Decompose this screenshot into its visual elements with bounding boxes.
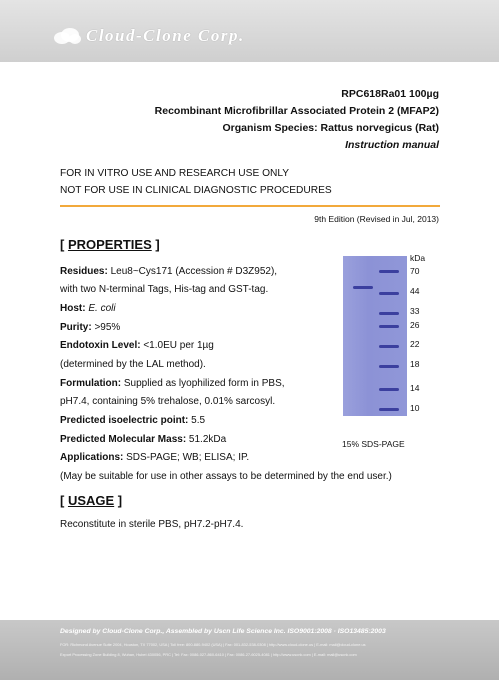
endotoxin-continued: (determined by the LAL method). <box>60 359 206 370</box>
formulation-line: Formulation: Supplied as lyophilized form in PBS, <box>60 378 285 389</box>
ladder-band <box>379 325 399 328</box>
ladder-band <box>379 365 399 368</box>
ladder-band <box>379 270 399 273</box>
marker-label: 33 <box>410 306 420 316</box>
residues-line: Residues: Leu8~Cys171 (Accession # D3Z952), <box>60 266 278 277</box>
endotoxin-line: Endotoxin Level: <1.0EU per 1µg <box>60 340 214 351</box>
usage-heading: [ USAGE ] <box>60 493 123 508</box>
document-type: Instruction manual <box>345 139 439 151</box>
ladder-band <box>379 408 399 411</box>
marker-label: 14 <box>410 383 420 393</box>
product-name: Recombinant Microfibrillar Associated Protein 2 (MFAP2) <box>154 105 439 117</box>
gel-unit-label: kDa <box>410 253 426 263</box>
ladder-band <box>379 312 399 315</box>
ladder-band <box>379 292 399 295</box>
applications-line: Applications: SDS-PAGE; WB; ELISA; IP. <box>60 452 250 463</box>
isoelectric-point-line: Predicted isoelectric point: 5.5 <box>60 415 206 426</box>
footer-china-address: Export Processing Zone Building 8, Wuhan, Hubei 430056, PRC | Tel: Fax: 0086-027-860-6410 | Fax: 0086-27-6025-4081 | http://www.uscnk.com | E-mail: mail@uscnk.com <box>60 652 357 657</box>
formulation-continued: pH7.4, containing 5% trehalose, 0.01% sarcosyl. <box>60 396 276 407</box>
sample-band <box>353 286 373 289</box>
marker-label: 44 <box>410 286 420 296</box>
research-use-notice: FOR IN VITRO USE AND RESEARCH USE ONLY <box>60 168 290 179</box>
marker-label: 22 <box>410 339 420 349</box>
host-line: Host: E. coli <box>60 303 116 314</box>
ladder-band <box>379 345 399 348</box>
usage-text: Reconstitute in sterile PBS, pH7.2-pH7.4. <box>60 519 244 530</box>
divider <box>60 205 440 207</box>
footer-us-address: FOR: Richmond Avenue Suite 2004, Houston, TX 77002, USA | Toll free: 800-880-9402 (USA) | Fax: 001-832-538-0308 | http://www.cloud-clone.us | E-mail: mail@cloud-clone.us <box>60 642 366 647</box>
company-logo <box>52 26 245 46</box>
cloud-logo-icon <box>52 26 82 46</box>
catalog-number: RPC618Ra01 100µg <box>341 88 439 100</box>
organism-species: Organism Species: Rattus norvegicus (Rat) <box>222 122 439 134</box>
gel-image <box>343 256 407 416</box>
purity-line: Purity: >95% <box>60 322 121 333</box>
marker-label: 18 <box>410 359 420 369</box>
marker-label: 10 <box>410 403 420 413</box>
gel-caption: 15% SDS-PAGE <box>342 439 405 449</box>
edition-note: 9th Edition (Revised in Jul, 2013) <box>314 214 439 224</box>
footer-credits: Designed by Cloud-Clone Corp., Assembled by Uscn Life Science Inc. ISO9001:2008 · ISO13485:2003 <box>60 628 386 635</box>
sds-page-figure <box>335 253 445 453</box>
clinical-use-notice: NOT FOR USE IN CLINICAL DIAGNOSTIC PROCEDURES <box>60 185 332 196</box>
molecular-mass-line: Predicted Molecular Mass: 51.2kDa <box>60 434 227 445</box>
applications-note: (May be suitable for use in other assays to be determined by the end user.) <box>60 471 392 482</box>
marker-label: 70 <box>410 266 420 276</box>
ladder-band <box>379 388 399 391</box>
company-name: Cloud-Clone Corp. <box>86 26 245 45</box>
marker-label: 26 <box>410 320 420 330</box>
properties-heading: [ PROPERTIES ] <box>60 237 160 252</box>
residues-continued: with two N-terminal Tags, His-tag and GST-tag. <box>60 284 269 295</box>
